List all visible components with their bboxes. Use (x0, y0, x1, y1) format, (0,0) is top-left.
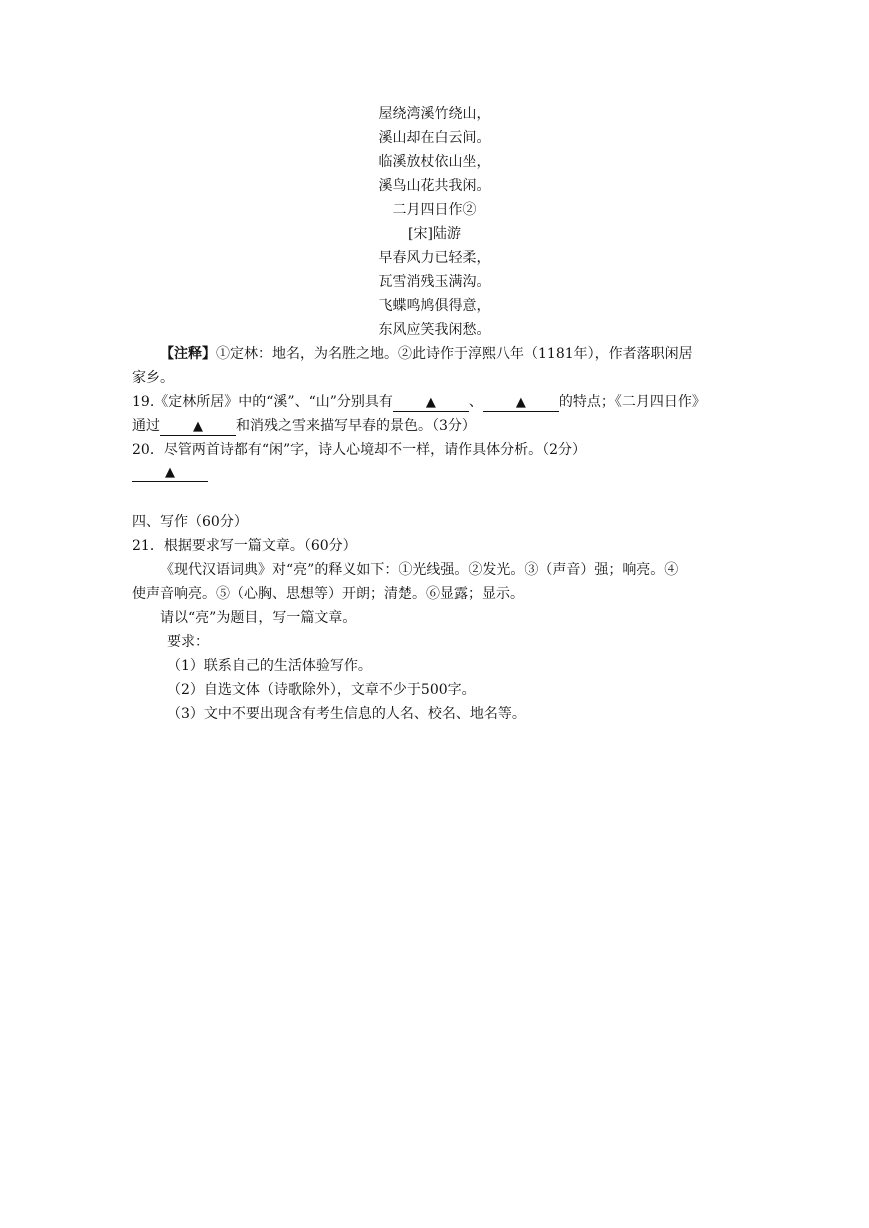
q21-requirements-label: 要求： (167, 634, 209, 650)
q20-answer-blank[interactable]: ▲ (132, 465, 208, 482)
q20-answer-line (132, 462, 208, 482)
q21-requirement-1: （1）联系自己的生活体验写作。 (167, 658, 372, 674)
q19-answer-blank-2[interactable]: ▲ (483, 395, 559, 412)
poem1-line-1: 屋绕湾溪竹绕山， (378, 106, 491, 122)
q19-answer-blank-3[interactable]: ▲ (160, 419, 236, 436)
q19-answer-blank-1[interactable]: ▲ (393, 395, 469, 412)
q21-definition-line-1: 《现代汉语词典》对“亮”的释义如下：①光线强。②发光。③（声音）强；响亮。④ (160, 562, 679, 578)
notes-line-1 (160, 344, 693, 364)
q21-title: 21．根据要求写一篇文章。（60分） (132, 538, 357, 554)
poem2-author: [宋]陆游 (408, 226, 461, 242)
section4-title: 四、写作（60分） (132, 514, 248, 530)
q19-text-a: 19.《定林所居》中的“溪”、“山”分别具有 (132, 394, 393, 410)
poem2-line-2: 瓦雪消残玉满沟。 (378, 274, 491, 290)
poem2-line-1: 早春风力已轻柔， (378, 250, 491, 266)
poem1-line-4: 溪鸟山花共我闲。 (378, 178, 491, 194)
notes-text-1: ①定林：地名，为名胜之地。②此诗作于淳熙八年（1181年），作者落职闲居 (216, 346, 693, 362)
q20-question: 20．尽管两首诗都有“闲”字，诗人心境却不一样，请作具体分析。（2分） (132, 442, 587, 458)
q21-definition-line-2: 使声音响亮。⑤（心胸、思想等）开朗；清楚。⑥显露；显示。 (132, 586, 524, 602)
poem2-line-4: 东风应笑我闲愁。 (378, 322, 491, 338)
q19-text-c: 通过 (132, 418, 160, 434)
q19-text-d: 和消残之雪来描写早春的景色。（3分） (236, 418, 476, 434)
q19-text-b: 的特点；《二月四日作》 (558, 394, 706, 410)
notes-label: 【注释】 (160, 346, 216, 362)
q19-separator: 、 (468, 394, 483, 410)
q19-line-2 (132, 416, 476, 436)
q21-prompt: 请以“亮”为题目，写一篇文章。 (160, 610, 357, 626)
q21-requirement-2: （2）自选文体（诗歌除外），文章不少于500字。 (167, 682, 476, 698)
poem2-title: 二月四日作② (392, 202, 477, 218)
poem2-line-3: 飞蝶鸣鸠俱得意， (378, 298, 491, 314)
q19-line-1 (132, 392, 706, 412)
poem1-line-2: 溪山却在白云间。 (378, 130, 491, 146)
poem1-line-3: 临溪放杖依山坐， (378, 154, 491, 170)
q21-requirement-3: （3）文中不要出现含有考生信息的人名、校名、地名等。 (167, 706, 526, 722)
notes-line-2: 家乡。 (132, 370, 174, 386)
